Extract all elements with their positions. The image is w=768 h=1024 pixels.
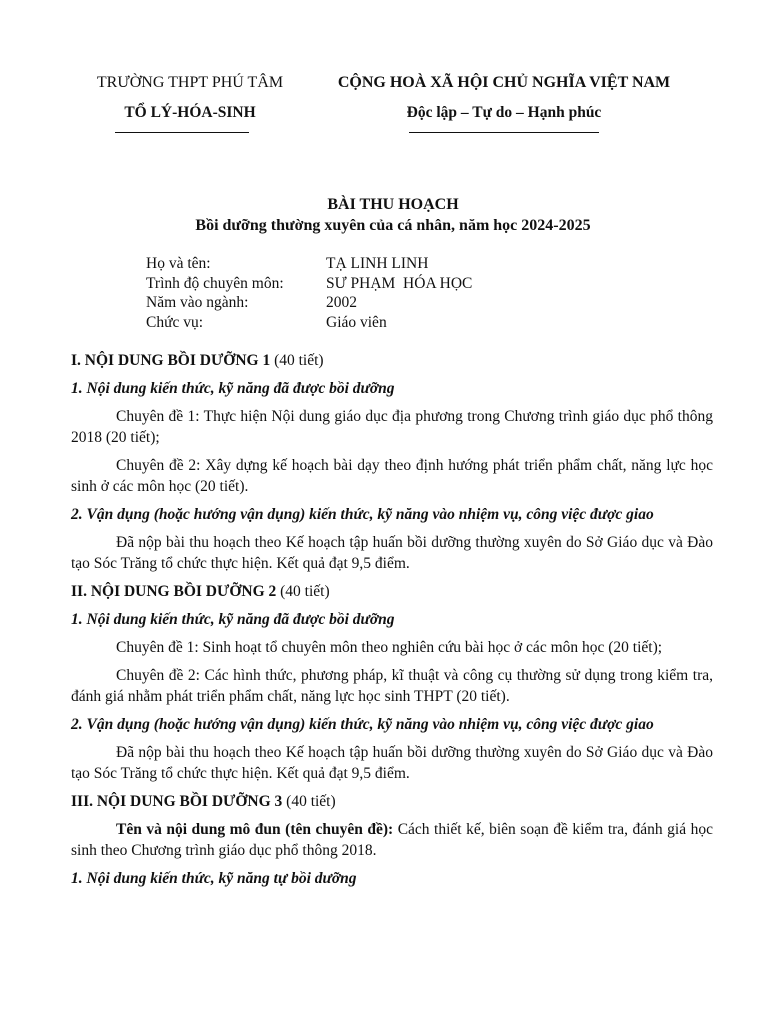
info-label: Năm vào ngành: [146,294,249,311]
section-1-sub2: 2. Vận dụng (hoặc hướng vận dụng) kiến thức, kỹ năng vào nhiệm vụ, công việc được giao [71,506,654,523]
section-2-sub2: 2. Vận dụng (hoặc hướng vận dụng) kiến thức, kỹ năng vào nhiệm vụ, công việc được giao [71,716,654,733]
document-body [71,350,713,889]
info-row [146,293,472,313]
section-3-heading [71,791,713,812]
header-left [60,72,320,133]
section-1-heading [71,350,713,371]
info-value: Giáo viên [326,313,387,331]
document-title [0,194,768,236]
info-value: TẠ LINH LINH [326,255,429,272]
section-heading-text: II. NỘI DUNG BỒI DƯỠNG 2 [71,583,277,600]
school-name: TRƯỜNG THPT PHÚ TÂM [96,74,284,91]
section-2-p2: Chuyên đề 2: Các hình thức, phương pháp, kĩ thuật và công cụ thường sử dụng trong kiểm tra, đánh giá nhằm phát triển phẩm chất, năng lực học sinh THPT (20 tiết). [71,667,713,705]
nation-title: CỘNG HOÀ XÃ HỘI CHỦ NGHĨA VIỆT NAM [337,74,671,91]
module-text: Cách thiết kế, biên soạn đề kiểm tra, đánh giá học sinh theo Chương trình giáo dục phổ thông 2018. [71,821,713,859]
section-heading-text: III. NỘI DUNG BỒI DƯỠNG 3 [71,793,283,810]
department-underline [115,132,249,133]
nation-motto: Độc lập – Tự do – Hạnh phúc [406,104,602,121]
section-1-p1: Chuyên đề 1: Thực hiện Nội dung giáo dục địa phương trong Chương trình giáo dục phổ thông 2018 (20 tiết); [71,408,713,446]
info-label: Họ và tên: [146,255,211,272]
section-hours: (40 tiết) [270,352,324,369]
title-main: BÀI THU HOẠCH [327,196,459,213]
personal-info [146,254,472,332]
info-row [146,254,472,274]
title-sub: Bồi dưỡng thường xuyên của cá nhân, năm học 2024-2025 [195,217,591,234]
section-heading-text: I. NỘI DUNG BỒI DƯỠNG 1 [71,352,271,369]
info-row [146,313,472,333]
info-value: 2002 [326,294,357,311]
header-right [320,72,688,133]
motto-underline [409,132,599,133]
section-2-p3: Đã nộp bài thu hoạch theo Kế hoạch tập huấn bồi dưỡng thường xuyên do Sở Giáo dục và Đào tạo Sóc Trăng tổ chức thực hiện. Kết quả đạt 9,5 điểm. [71,744,713,782]
section-1-sub1: 1. Nội dung kiến thức, kỹ năng đã được bồi dưỡng [71,380,395,397]
section-1-p2: Chuyên đề 2: Xây dựng kế hoạch bài dạy theo định hướng phát triển phẩm chất, năng lực học sinh ở các môn học (20 tiết). [71,457,713,495]
section-3-sub1: 1. Nội dung kiến thức, kỹ năng tự bồi dưỡng [71,870,357,887]
section-2-sub1: 1. Nội dung kiến thức, kỹ năng đã được bồi dưỡng [71,611,395,628]
section-hours: (40 tiết) [276,583,330,600]
info-label: Trình độ chuyên môn: [146,274,284,292]
section-2-p1: Chuyên đề 1: Sinh hoạt tổ chuyên môn theo nghiên cứu bài học ở các môn học (20 tiết); [116,639,663,656]
info-value: SƯ PHẠM HÓA HỌC [326,274,473,292]
department-name: TỔ LÝ-HÓA-SINH [124,104,256,121]
info-row [146,274,472,294]
section-hours: (40 tiết) [282,793,336,810]
section-2-heading [71,581,713,602]
section-3-module [71,819,713,861]
section-1-p3: Đã nộp bài thu hoạch theo Kế hoạch tập huấn bồi dưỡng thường xuyên do Sở Giáo dục và Đào tạo Sóc Trăng tổ chức thực hiện. Kết quả đạt 9,5 điểm. [71,534,713,572]
module-label: Tên và nội dung mô đun (tên chuyên đề): [116,821,394,838]
info-label: Chức vụ: [146,313,204,331]
